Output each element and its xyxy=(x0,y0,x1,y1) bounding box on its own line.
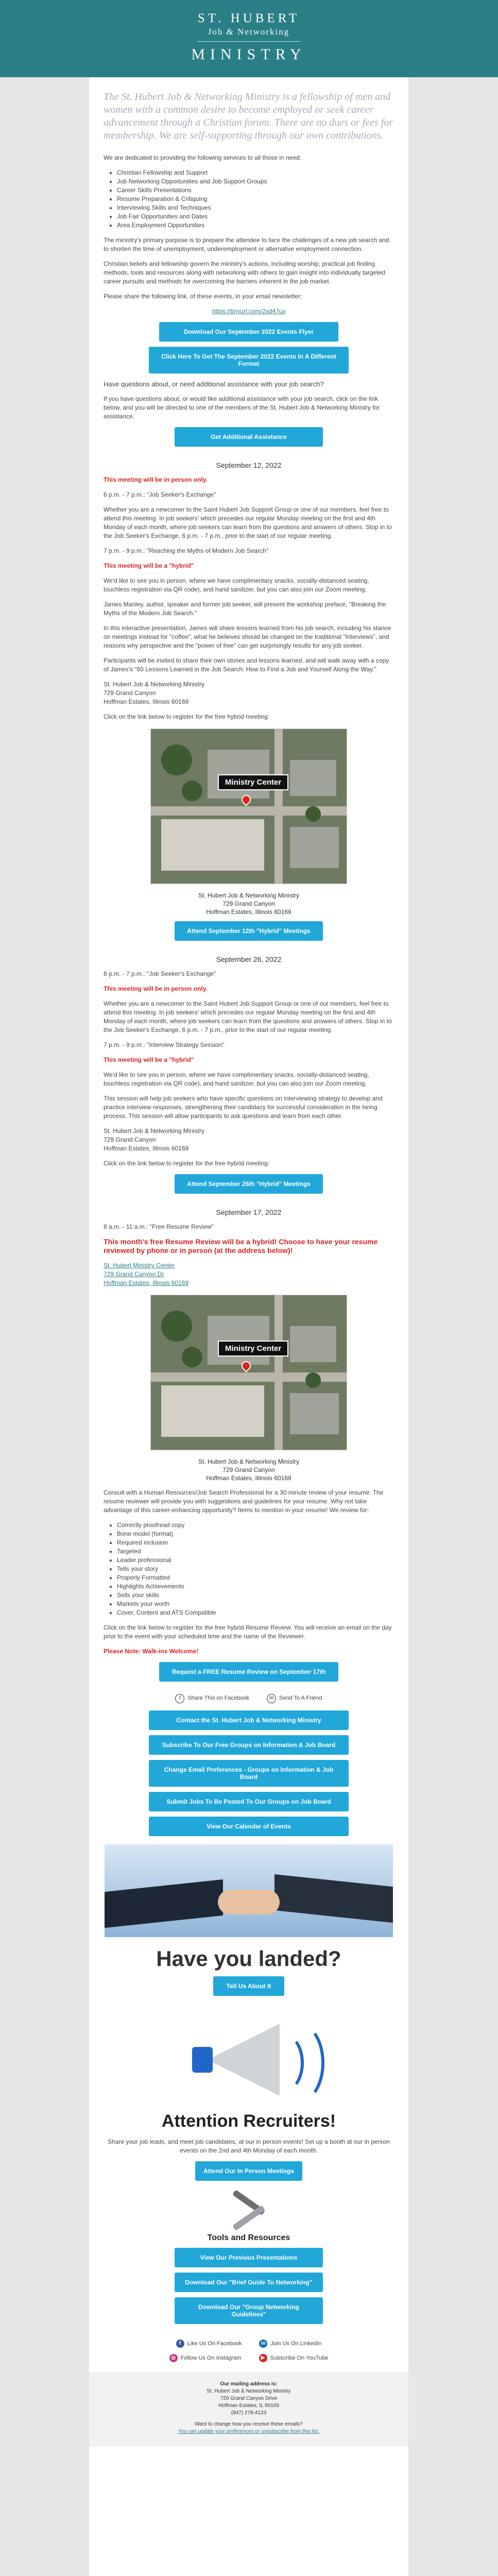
services-list xyxy=(117,168,394,230)
recruiters-text: Share your job leads, and meet job candidates, at our in person events! Set up a booth at our in person events on the 2nd and 4th Monday of each month. xyxy=(108,2138,390,2154)
venue-link[interactable]: Hoffman Estates, Illinois 60169 xyxy=(104,1279,189,1286)
list-item: • Christian Fellowship and Support xyxy=(117,168,394,177)
list-item: • Interviewing Skills and Techniques xyxy=(117,204,394,212)
hybrid-notice: This meeting will be a "hybrid" xyxy=(104,1056,194,1063)
tools-icon xyxy=(220,2194,277,2230)
footer-line: Hoffman Estates, IL 60169 xyxy=(218,2403,279,2409)
landed-heading: Have you landed? xyxy=(156,1946,341,1971)
hybrid-alert: This month's free Resume Review will be a hybrid! Choose to have your resume reviewed by phone or in person (at the address below)! xyxy=(104,1238,378,1255)
share-lead: Please share the following link, of these events, in your email newsletter: xyxy=(104,293,302,300)
share-email[interactable] xyxy=(267,1694,322,1703)
social-label: Join Us On LinkedIn xyxy=(270,2341,322,2347)
session-title: 6 p.m. - 7 p.m.: "Job Seeker's Exchange" xyxy=(104,491,216,498)
list-item: • Leader professional xyxy=(117,1556,394,1565)
logo-divider xyxy=(197,41,300,42)
venue-line: St. Hubert Job & Networking Ministry xyxy=(104,1127,205,1134)
instagram-icon: ◎ xyxy=(169,2354,178,2362)
list-item: • Career Skills Presentations xyxy=(117,186,394,195)
get-assistance-button[interactable]: Get Additional Assistance xyxy=(175,427,323,447)
logo-line-1: ST. HUBERT xyxy=(197,11,300,25)
list-item: • Correctly proofread copy xyxy=(117,1521,394,1530)
event-sep12 xyxy=(89,461,408,941)
share-link[interactable]: https://tinyurl.com/2xd47ux xyxy=(212,308,286,315)
ministry-logo xyxy=(89,0,408,63)
social-label: Like Us On Facebook xyxy=(187,2341,242,2347)
address-line: Hoffman Estates, Illinois 60169 xyxy=(206,1475,291,1482)
share-bar xyxy=(89,1694,408,1703)
services-lead: We are dedicated to providing the following services to all those in need: xyxy=(104,154,302,161)
address-line: Hoffman Estates, Illinois 60169 xyxy=(206,908,291,916)
list-item: • Area Employment Opportunities xyxy=(117,221,394,230)
intro-section xyxy=(89,154,408,447)
list-item: • Targeted xyxy=(117,1547,394,1556)
share-facebook[interactable] xyxy=(175,1694,249,1703)
megaphone-icon xyxy=(166,2008,331,2106)
ministry-center-map[interactable] xyxy=(150,1295,347,1450)
session-title: 7 p.m. - 9 p.m.: "Reaching the Myths of Modern Job Search" xyxy=(104,547,268,554)
footer-line: Want to change how you receive these emails? xyxy=(195,2421,303,2427)
venue-address xyxy=(104,1261,394,1287)
contact-button[interactable]: Contact the St. Hubert Job & Networking Ministry xyxy=(149,1710,349,1730)
venue-line: Hoffman Estates, Illinois 60169 xyxy=(104,1145,189,1152)
footer-line: Our mailing address is: xyxy=(220,2381,278,2387)
map-address xyxy=(104,891,394,916)
download-flyer-button[interactable]: Download Our September 2022 Events Flyer xyxy=(159,322,338,342)
map-label: Ministry Center xyxy=(218,774,288,790)
presentations-button[interactable]: View Our Previous Presentations xyxy=(175,2248,323,2267)
facebook-icon: f xyxy=(176,2340,184,2348)
in-person-notice: This meeting will be in person only. xyxy=(104,985,208,992)
register-lead: Click on the link below to register for the free hybrid Resume Review. You will receive an email on the day prior to the event with your scheduled time and the name of the Reviewer. xyxy=(104,1624,392,1640)
share-email-label: Send To A Friend xyxy=(279,1695,322,1701)
event-date: September 12, 2022 xyxy=(216,461,282,469)
flyer-alt-format-button[interactable]: Click Here To Get The September 2022 Events In A Different Format xyxy=(149,347,349,374)
beliefs-paragraph: Christian beliefs and fellowship govern the ministry's actions, including worship, practical job finding methods, tools and resources along with networking with others to gain insight into individually targeted career pursuits and methods for overcoming the barriers inherent in the job market. xyxy=(104,260,385,285)
tell-us-button[interactable]: Tell Us About It xyxy=(213,1976,284,1996)
mission-statement: The St. Hubert Job & Networking Ministry is a fellowship of men and women with a common desire to become employed or seek career advancement through a Christian forum. There are no dues or fees for membership. We are self-supporting through our own contributions. xyxy=(104,91,393,141)
in-person-notice: This meeting will be in person only. xyxy=(104,476,208,483)
event-date: September 26, 2022 xyxy=(216,955,282,963)
event-body: In this interactive presentation, James will share lessons learned from his job search, including his stance on meetings instead for "coffee", what he believes should be changed on the traditional "Interviews", and reasons why perspective and the "power of free" can get surprisingly results for any job seeker. xyxy=(104,624,391,649)
footer-line: 729 Grand Canyon Drive xyxy=(220,2396,278,2401)
purpose-paragraph: The ministry's primary purpose is to prepare the attendee to face the challenges of a new job search and to shorten the time of unemployment, underemployment or alternative employment connection. xyxy=(104,236,389,252)
event-sep17 xyxy=(89,1208,408,1682)
list-item: • Bone model (format) xyxy=(117,1530,394,1538)
footer-line: (847) 278-4123 xyxy=(231,2410,267,2416)
list-item: • Sells your skills xyxy=(117,1591,394,1600)
logo-line-2: Job & Networking xyxy=(208,27,290,37)
group-guidelines-button[interactable]: Download Our "Group Networking Guidelines" xyxy=(175,2297,323,2324)
facebook-icon: f xyxy=(175,1694,184,1703)
social-linkedin[interactable] xyxy=(259,2340,321,2348)
attend-sep26-button[interactable]: Attend September 26th "Hybrid" Meetings xyxy=(175,1174,323,1194)
share-facebook-label: Share This on Facebook xyxy=(187,1695,250,1701)
help-paragraph: If you have questions about, or would like additional assistance with your job search, click on the link below, and you will be directed to one of the members of the St. Hubert Job & Networking Ministry for assistance. xyxy=(104,395,380,420)
list-item: • Markets your worth xyxy=(117,1600,394,1608)
list-item: • Highlights Achievements xyxy=(117,1582,394,1591)
event-sep26 xyxy=(89,955,408,1194)
list-item: • Resume Preparation & Critiquing xyxy=(117,195,394,204)
address-line: 729 Grand Canyon xyxy=(222,900,275,907)
event-body: This session will help job seekers who have specific questions on interviewing strategy to develop and practice interview responses, strengthening their candidacy for successful consideration in the hiring process. This session will allow participants to ask questions and learn from each other. xyxy=(104,1095,383,1120)
subscribe-button[interactable]: Subscribe To Our Free Groups on Information & Job Board xyxy=(149,1735,349,1755)
venue-address xyxy=(104,1127,394,1153)
submit-jobs-button[interactable]: Submit Jobs To Be Posted To Our Groups on Job Board xyxy=(149,1792,349,1811)
address-line: St. Hubert Job & Networking Ministry xyxy=(198,892,300,899)
list-item: • Cover, Content and ATS Compatible xyxy=(117,1608,394,1617)
list-item: • Tells your story xyxy=(117,1565,394,1573)
links-section xyxy=(89,1710,408,1836)
venue-line: St. Hubert Job & Networking Ministry xyxy=(104,681,205,688)
event-date: September 17, 2022 xyxy=(216,1208,282,1216)
footer xyxy=(89,2372,408,2447)
recruiters-button[interactable]: Attend Our In Person Meetings xyxy=(195,2161,302,2181)
logo-line-3: MINISTRY xyxy=(191,46,306,63)
venue-line: Hoffman Estates, Illinois 60169 xyxy=(104,698,189,705)
session-title: 8 a.m. - 11 a.m.: "Free Resume Review" xyxy=(104,1223,214,1230)
venue-line: 729 Grand Canyon xyxy=(104,1136,156,1143)
tools-heading: Tools and Resources xyxy=(207,2233,290,2242)
session-title: 7 p.m. - 9 p.m.: "Interview Strategy Session" xyxy=(104,1041,225,1048)
hybrid-description: We'd like to see you in person, where we have complimentary snacks, socially-distanced seating, touchless registration via QR code), and hand sanitizer, but you can also join our Zoom meeting. xyxy=(104,577,369,593)
social-instagram[interactable] xyxy=(169,2354,242,2362)
event-body: Participants will be invited to share their own stories and lessons learned, and will walk away with a copy of James's "60 Lessons Learned in the Job Search: How to Find a Job and Yourself Along the Way." xyxy=(104,657,389,673)
walk-ins-notice: Please Note: Walk-ins Welcome! xyxy=(104,1648,199,1655)
youtube-icon: ▶ xyxy=(259,2354,267,2362)
footer-line: St. Hubert Job & Networking Ministry xyxy=(207,2388,291,2394)
session-description: Whether you are a newcomer to the Saint Hubert Job Support Group or one of our members, feel free to attend this meeting. In job seekers' which precedes our regular Monday meeting on the first and 4th Monday of each month, where job seekers can learn from the questions and answers of others. Stop in to the Job Seeker's Exchange, 6 p.m. - 7 p.m., prior to the start of our regular meeting. xyxy=(104,506,392,539)
mail-icon: ✉ xyxy=(267,1694,276,1703)
calendar-button[interactable]: View Our Calendar of Events xyxy=(149,1817,349,1836)
social-facebook[interactable] xyxy=(176,2340,242,2348)
list-item: • Job Networking Opportunities and Job Support Groups xyxy=(117,177,394,186)
venue-address xyxy=(104,680,394,706)
social-youtube[interactable] xyxy=(259,2354,329,2362)
social-label: Follow Us On Instagram xyxy=(180,2355,242,2361)
venue-line: 729 Grand Canyon xyxy=(104,689,156,697)
attend-sep12-button[interactable]: Attend September 12th "Hybrid" Meetings xyxy=(175,921,323,941)
brief-guide-button[interactable]: Download Our "Brief Guide To Networking" xyxy=(175,2273,323,2292)
register-lead: Click on the link below to register for the free hybrid meeting: xyxy=(104,1160,270,1167)
hybrid-notice: This meeting will be a "hybrid" xyxy=(104,562,194,569)
recruiters-heading: Attention Recruiters! xyxy=(161,2111,336,2131)
ministry-center-map[interactable] xyxy=(150,728,347,884)
speaker-paragraph: James Manley, author, speaker and former job seeker, will present the workshop preface, "Breaking the Myths of the Modern Job Search." xyxy=(104,601,386,617)
help-question: Have questions about, or need additional assistance with your job search? xyxy=(104,380,324,388)
resume-review-body: Consult with a Human Resources/Job Search Professional for a 30 minute review of your resume. The resume reviewer will provide you with suggestions and guidelines for your resume. Why not take advantage of this career-enhancing opportunity? Items to mention in your resume! We review for: xyxy=(104,1489,384,1514)
header xyxy=(89,0,408,77)
handshake-image xyxy=(105,1844,393,1937)
resume-checklist xyxy=(117,1521,394,1617)
unsubscribe-link[interactable]: You can update your preferences or unsubscribe from this list. xyxy=(178,2429,320,2434)
address-line: 729 Grand Canyon xyxy=(222,1466,275,1473)
venue-link[interactable]: 729 Grand Canyon Dr xyxy=(104,1270,164,1278)
email-body xyxy=(89,0,408,2576)
hybrid-description: We'd like to see you in person, where we have complimentary snacks, socially-distanced seating, touchless registration via QR code), and hand sanitizer, but you can also join our Zoom meeting. xyxy=(104,1071,369,1087)
social-links xyxy=(141,2340,357,2362)
list-item: • Required inclusion xyxy=(117,1538,394,1547)
address-line: St. Hubert Job & Networking Ministry xyxy=(198,1458,300,1465)
session-description: Whether you are a newcomer to the Saint Hubert Job Support Group or one of our members, feel free to attend this meeting. In job seekers' which precedes our regular Monday meeting on the first and 4th Monday of each month, where job seekers can learn from the questions and answers of others. Stop in to the Job Seeker's Exchange, 6 p.m. - 7 p.m., prior to the start of our regular meeting. xyxy=(104,1000,392,1033)
map-address xyxy=(104,1458,394,1482)
session-title: 6 p.m. - 7 p.m.: "Job Seeker's Exchange" xyxy=(104,970,216,977)
list-item: • Properly Formatted xyxy=(117,1573,394,1582)
venue-link[interactable]: St. Hubert Ministry Center xyxy=(104,1262,175,1269)
map-label: Ministry Center xyxy=(218,1341,288,1357)
social-label: Subscribe On YouTube xyxy=(270,2355,329,2361)
change-preferences-button[interactable]: Change Email Preferences - Groups on Information & Job Board xyxy=(149,1760,349,1787)
resume-review-button[interactable]: Request a FREE Resume Review on September 17th xyxy=(159,1662,338,1682)
list-item: • Job Fair Opportunities and Dates xyxy=(117,212,394,221)
register-lead: Click on the link below to register for the free hybrid meeting: xyxy=(104,713,270,720)
linkedin-icon: in xyxy=(259,2340,267,2348)
